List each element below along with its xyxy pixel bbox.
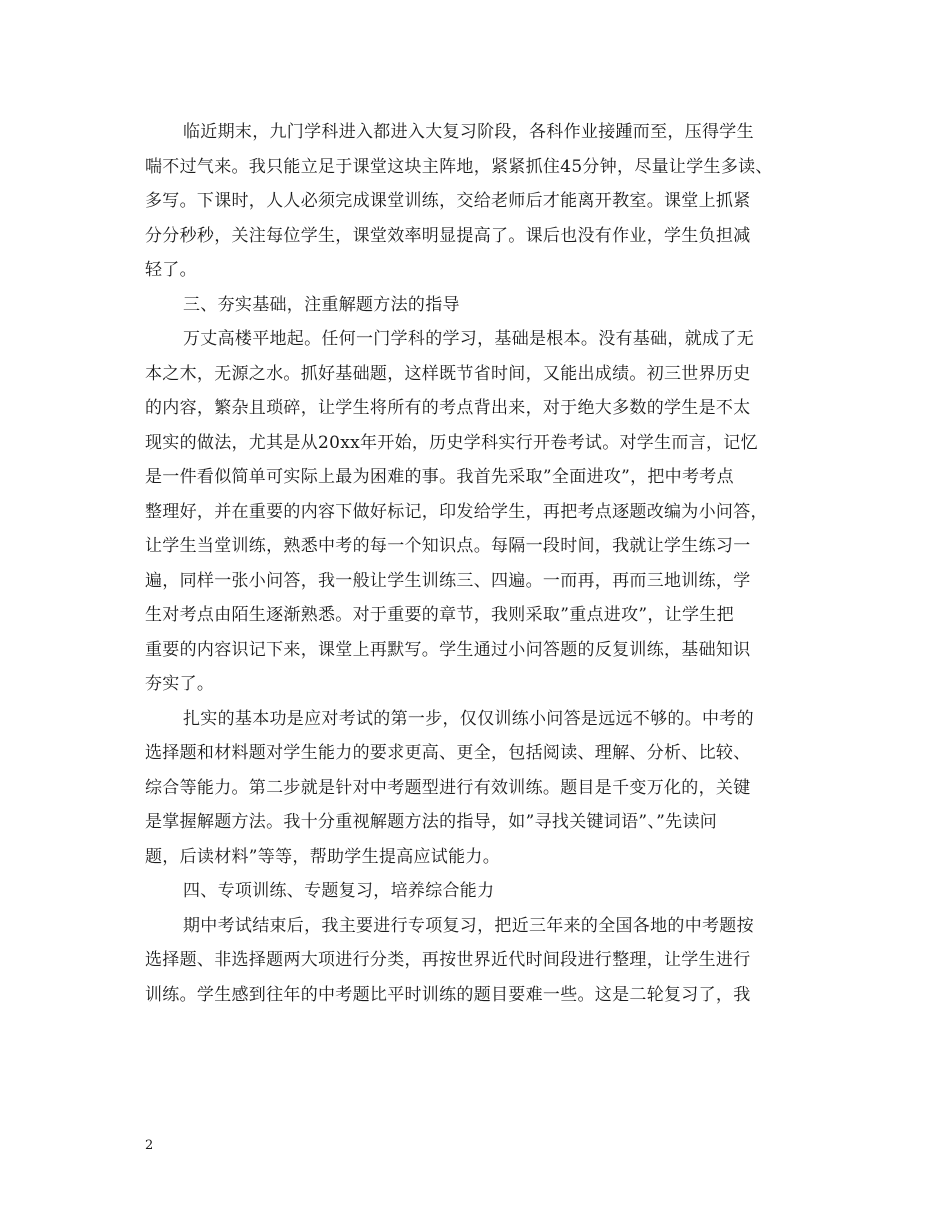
text-line: 生对考点由陌生逐渐熟悉。对于重要的章节，我则采取”重点进攻”，让学生把 (145, 605, 734, 625)
text-line: 轻了。 (145, 260, 197, 280)
document-body (145, 115, 810, 1012)
text-line: 临近期末，九门学科进入都进入大复习阶段，各科作业接踵而至，压得学生 (183, 122, 754, 142)
text-line: 夯实了。 (145, 674, 215, 694)
text-line: 训练。学生感到往年的中考题比平时训练的题目要难一些。这是二轮复习了，我 (145, 984, 751, 1005)
text-line: 整理好，并在重要的内容下做好标记，印发给学生，再把考点逐题改编为小问答， (145, 501, 768, 522)
text-line: 现实的做法，尤其是从20xx年开始，历史学科实行开卷考试。对学生而言，记忆 (145, 432, 758, 453)
text-line: 的内容，繁杂且琐碎，让学生将所有的考点背出来，对于绝大多数的学生是不太 (145, 398, 751, 418)
text-line: 扎实的基本功是应对考试的第一步，仅仅训练小问答是远远不够的。中考的 (183, 708, 754, 729)
text-line: 重要的内容识记下来，课堂上再默写。学生通过小问答题的反复训练，基础知识 (145, 639, 751, 660)
text-line: 本之木，无源之水。抓好基础题，这样既节省时间，又能出成绩。初三世界历史 (145, 363, 751, 384)
text-line: 题，后读材料”等等，帮助学生提高应试能力。 (145, 846, 500, 867)
text-line: 四、专项训练、专题复习，培养综合能力 (183, 881, 495, 901)
text-line: 是掌握解题方法。我十分重视解题方法的指导，如”寻找关键词语”、”先读问 (145, 812, 718, 832)
text-line: 期中考试结束后，我主要进行专项复习，把近三年来的全国各地的中考题按 (183, 915, 754, 936)
text-line: 分分秒秒，关注每位学生，课堂效率明显提高了。课后也没有作业，学生负担减 (145, 225, 751, 246)
text-line: 万丈高楼平地起。任何一门学科的学习，基础是根本。没有基础，就成了无 (183, 329, 754, 349)
text-line: 综合等能力。第二步就是针对中考题型进行有效训练。题目是千变万化的，关键 (145, 777, 751, 798)
text-line: 遍，同样一张小问答，我一般让学生训练三、四遍。一而再，再而三地训练，学 (145, 570, 751, 591)
text-line: 选择题和材料题对学生能力的要求更高、更全，包括阅读、理解、分析、比较、 (145, 743, 751, 763)
text-line: 选择题、非选择题两大项进行分类，再按世界近代时间段进行整理，让学生进行 (145, 950, 751, 970)
text-line: 三、夯实基础，注重解题方法的指导 (183, 294, 460, 315)
text-line: 让学生当堂训练，熟悉中考的每一个知识点。每隔一段时间，我就让学生练习一 (145, 536, 751, 556)
text-line: 是一件看似简单可实际上最为困难的事。我首先采取”全面进攻”，把中考考点 (145, 467, 734, 487)
text-line: 喘不过气来。我只能立足于课堂这块主阵地，紧紧抓住45分钟，尽量让学生多读、 (145, 156, 773, 177)
text-line: 多写。下课时，人人必须完成课堂训练，交给老师后才能离开教室。课堂上抓紧 (145, 191, 751, 211)
page-number: 2 (145, 1138, 154, 1153)
